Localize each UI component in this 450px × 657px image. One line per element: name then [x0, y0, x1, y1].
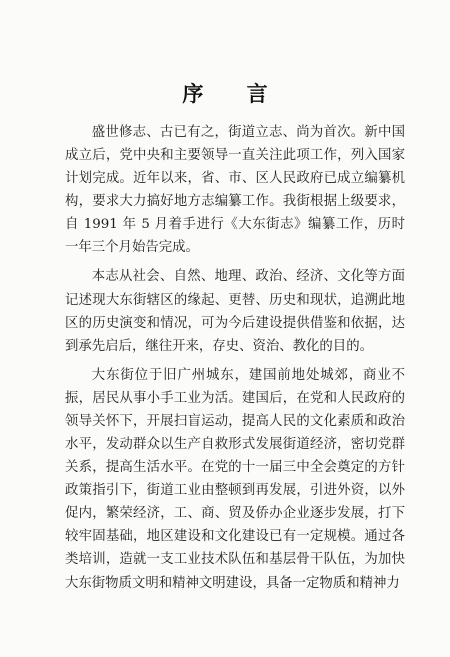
page-title: 序 言: [182, 82, 286, 106]
paragraph-3: 大东街位于旧广州城东，建国前地处城郊，商业不振，居民从事小手工业为活。建国后，在党和人民政府的领导关怀下，开展扫盲运动，提高人民的文化素质和政治水平，发动群众以生产自救形式发展街道经济，密切党群关系，提高生活水平。在党的十一届三中全会奠定的方针政策指引下，街道工业由整顿到再发展，引进外资，以外促内，繁荣经济，工、商、贸及侨办企业逐步发展，打下较牢固基础，地区建设和文化建设已有一定规模。通过各类培训，造就一支工业技术队伍和基层骨干队伍，为加快大东街物质文明和精神文明建设，具备一定物质和精神力: [65, 367, 405, 591]
paragraph-2: 本志从社会、自然、地理、政治、经济、文化等方面记述现大东街辖区的缘起、更替、历史和现状，追溯此地区的历史演变和情况，可为今后建设提供借鉴和依据，达到承先启后，继往开来，存史、资治、教化的目的。: [65, 269, 405, 354]
paragraph-1: 盛世修志、古已有之，街道立志、尚为首次。新中国成立后，党中央和主要领导一直关注此项工作，列入国家计划完成。近年以来，省、市、区人民政府已成立编纂机构，要求大力搞好地方志编纂工作。我街根据上级要求，自 1991 年 5 月着手进行《大东街志》编纂工作，历时一年三个月始告完成。: [65, 125, 405, 256]
preface-body: [65, 121, 405, 601]
